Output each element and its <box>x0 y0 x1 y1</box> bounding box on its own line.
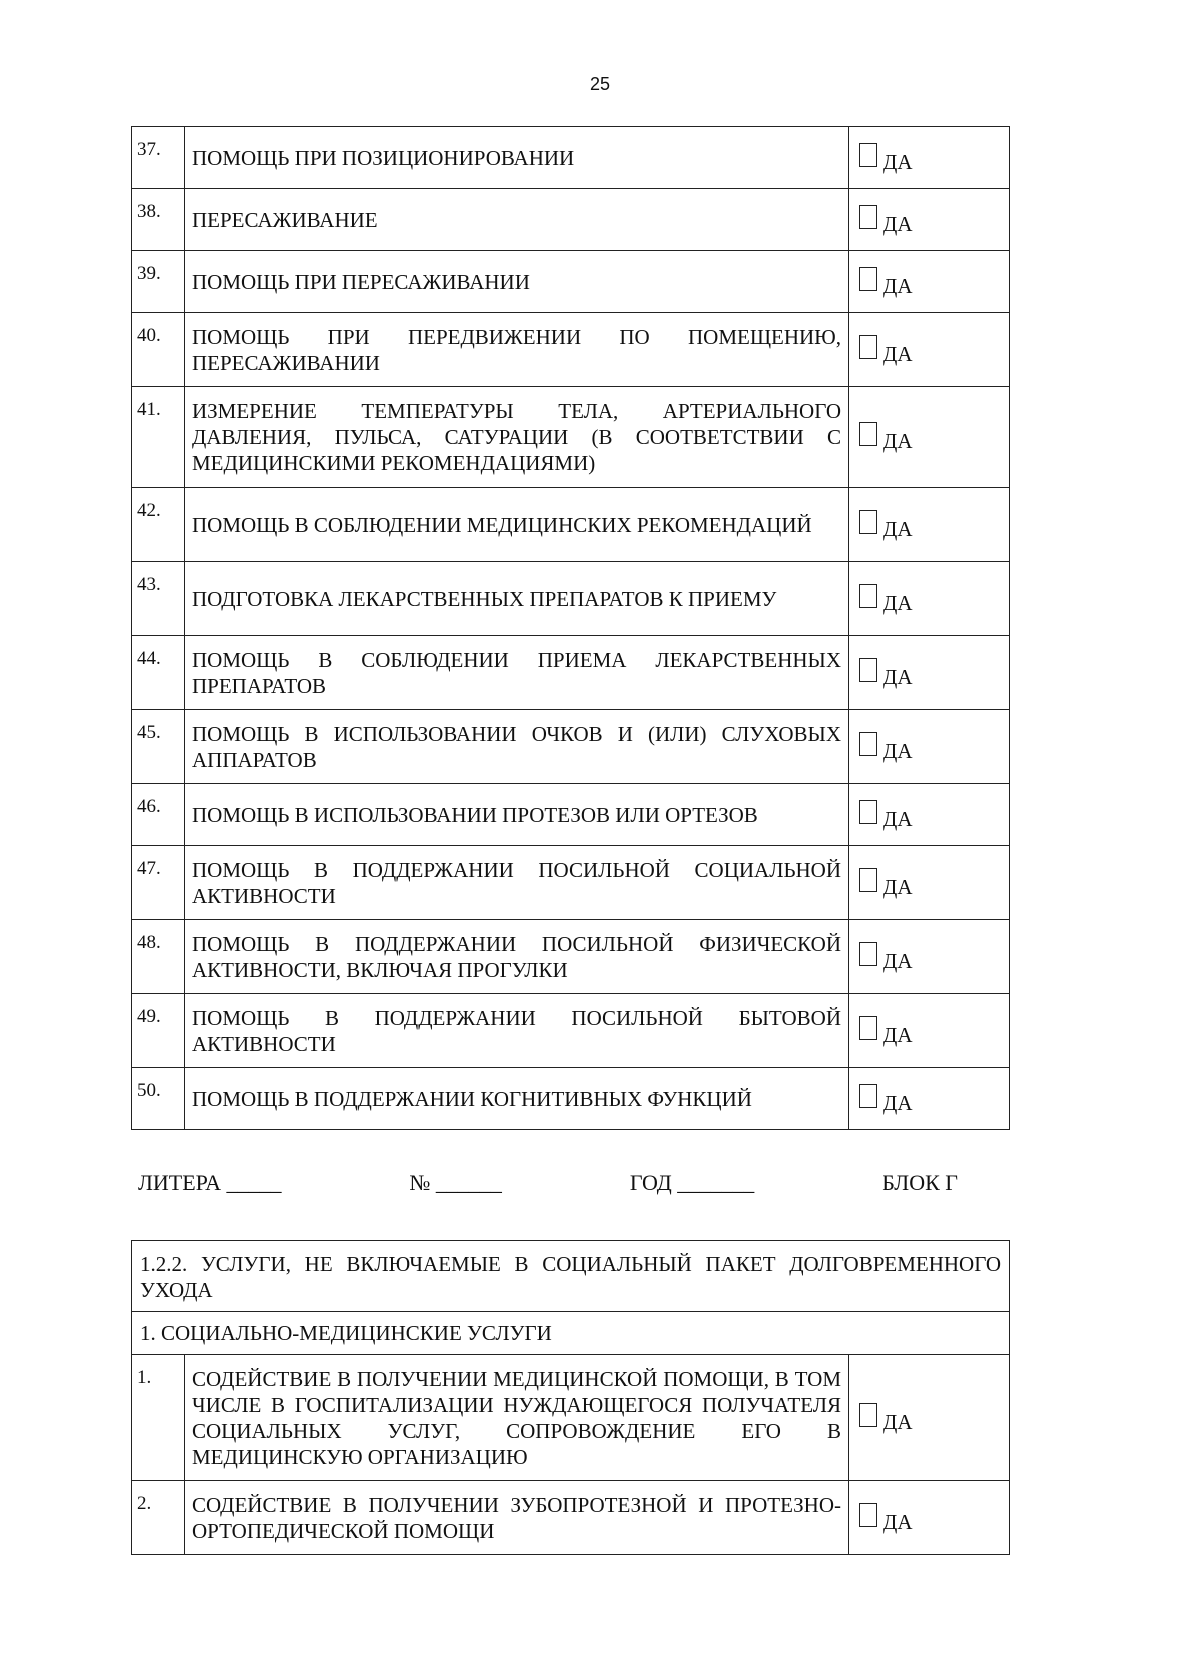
row-number: 37. <box>132 127 185 189</box>
yes-label: ДА <box>883 738 913 763</box>
table-row <box>132 636 1010 710</box>
row-number: 41. <box>132 387 185 488</box>
service-description: ПОМОЩЬ ПРИ ПОЗИЦИОНИРОВАНИИ <box>185 127 849 189</box>
yes-checkbox[interactable] <box>859 422 877 446</box>
service-description: ПОМОЩЬ В СОБЛЮДЕНИИ ПРИЕМА ЛЕКАРСТВЕННЫХ ПРЕПАРАТОВ <box>185 636 849 710</box>
table-row <box>132 846 1010 920</box>
yes-option <box>849 488 1010 562</box>
table-heading: 1.2.2. УСЛУГИ, НЕ ВКЛЮЧАЕМЫЕ В СОЦИАЛЬНЫЙ ПАКЕТ ДОЛГОВРЕМЕННОГО УХОДА <box>132 1241 1010 1312</box>
yes-label: ДА <box>883 1022 913 1047</box>
service-description: ПОМОЩЬ В ИСПОЛЬЗОВАНИИ ПРОТЕЗОВ ИЛИ ОРТЕЗОВ <box>185 784 849 846</box>
row-number: 39. <box>132 251 185 313</box>
table-row <box>132 189 1010 251</box>
yes-option <box>849 784 1010 846</box>
yes-option <box>849 1355 1010 1481</box>
table-row <box>132 994 1010 1068</box>
yes-checkbox[interactable] <box>859 1503 877 1527</box>
section-row <box>132 1312 1010 1355</box>
row-number: 44. <box>132 636 185 710</box>
yes-option <box>849 1068 1010 1130</box>
row-number: 2. <box>132 1481 185 1555</box>
yes-option <box>849 562 1010 636</box>
row-number: 46. <box>132 784 185 846</box>
yes-checkbox[interactable] <box>859 868 877 892</box>
table-row <box>132 127 1010 189</box>
litera-field[interactable]: ЛИТЕРА _____ <box>138 1170 282 1195</box>
table-header-row <box>132 1241 1010 1312</box>
block-label: БЛОК Г <box>882 1170 958 1195</box>
service-description: ПОМОЩЬ ПРИ ПЕРЕДВИЖЕНИИ ПО ПОМЕЩЕНИЮ, ПЕРЕСАЖИВАНИИ <box>185 313 849 387</box>
table-row <box>132 1355 1010 1481</box>
yes-checkbox[interactable] <box>859 800 877 824</box>
row-number: 43. <box>132 562 185 636</box>
yes-checkbox[interactable] <box>859 942 877 966</box>
yes-checkbox[interactable] <box>859 510 877 534</box>
row-number: 49. <box>132 994 185 1068</box>
yes-checkbox[interactable] <box>859 143 877 167</box>
service-description: ПОМОЩЬ В ПОДДЕРЖАНИИ ПОСИЛЬНОЙ ФИЗИЧЕСКОЙ АКТИВНОСТИ, ВКЛЮЧАЯ ПРОГУЛКИ <box>185 920 849 994</box>
row-number: 45. <box>132 710 185 784</box>
yes-label: ДА <box>883 664 913 689</box>
yes-label: ДА <box>883 341 913 366</box>
table-row <box>132 1481 1010 1555</box>
table-row <box>132 251 1010 313</box>
form-identification-line <box>138 1170 958 1196</box>
yes-option <box>849 251 1010 313</box>
additional-services-table <box>131 1240 1010 1555</box>
service-description: ПОМОЩЬ В СОБЛЮДЕНИИ МЕДИЦИНСКИХ РЕКОМЕНДАЦИЙ <box>185 488 849 562</box>
yes-option <box>849 189 1010 251</box>
row-number: 38. <box>132 189 185 251</box>
yes-checkbox[interactable] <box>859 1016 877 1040</box>
table-row <box>132 313 1010 387</box>
table-row <box>132 920 1010 994</box>
yes-checkbox[interactable] <box>859 267 877 291</box>
table-row <box>132 710 1010 784</box>
yes-checkbox[interactable] <box>859 335 877 359</box>
row-number: 50. <box>132 1068 185 1130</box>
yes-checkbox[interactable] <box>859 732 877 756</box>
yes-option <box>849 846 1010 920</box>
yes-option <box>849 387 1010 488</box>
service-description: СОДЕЙСТВИЕ В ПОЛУЧЕНИИ МЕДИЦИНСКОЙ ПОМОЩИ, В ТОМ ЧИСЛЕ В ГОСПИТАЛИЗАЦИИ НУЖДАЮЩЕГОСЯ ПОЛУЧАТЕЛЯ СОЦИАЛЬНЫХ УСЛУГ, СОПРОВОЖДЕНИЕ ЕГО В МЕДИЦИНСКУЮ ОРГАНИЗАЦИЮ <box>185 1355 849 1481</box>
yes-label: ДА <box>883 211 913 236</box>
yes-option <box>849 636 1010 710</box>
table-row <box>132 784 1010 846</box>
service-description: ПЕРЕСАЖИВАНИЕ <box>185 189 849 251</box>
table-row <box>132 387 1010 488</box>
row-number: 1. <box>132 1355 185 1481</box>
service-description: ПОМОЩЬ В ИСПОЛЬЗОВАНИИ ОЧКОВ И (ИЛИ) СЛУХОВЫХ АППАРАТОВ <box>185 710 849 784</box>
yes-label: ДА <box>883 1090 913 1115</box>
yes-label: ДА <box>883 590 913 615</box>
table-row <box>132 488 1010 562</box>
service-description: ПОМОЩЬ В ПОДДЕРЖАНИИ ПОСИЛЬНОЙ БЫТОВОЙ АКТИВНОСТИ <box>185 994 849 1068</box>
service-description: ИЗМЕРЕНИЕ ТЕМПЕРАТУРЫ ТЕЛА, АРТЕРИАЛЬНОГО ДАВЛЕНИЯ, ПУЛЬСА, САТУРАЦИИ (В СООТВЕТСТВИИ С МЕДИЦИНСКИМИ РЕКОМЕНДАЦИЯМИ) <box>185 387 849 488</box>
service-description: ПОМОЩЬ В ПОДДЕРЖАНИИ КОГНИТИВНЫХ ФУНКЦИЙ <box>185 1068 849 1130</box>
yes-option <box>849 313 1010 387</box>
service-description: ПОДГОТОВКА ЛЕКАРСТВЕННЫХ ПРЕПАРАТОВ К ПРИЕМУ <box>185 562 849 636</box>
yes-label: ДА <box>883 516 913 541</box>
table-row <box>132 562 1010 636</box>
row-number: 47. <box>132 846 185 920</box>
row-number: 48. <box>132 920 185 994</box>
care-services-table <box>131 126 1010 1130</box>
yes-checkbox[interactable] <box>859 584 877 608</box>
yes-label: ДА <box>883 806 913 831</box>
service-description: СОДЕЙСТВИЕ В ПОЛУЧЕНИИ ЗУБОПРОТЕЗНОЙ И ПРОТЕЗНО-ОРТОПЕДИЧЕСКОЙ ПОМОЩИ <box>185 1481 849 1555</box>
service-description: ПОМОЩЬ В ПОДДЕРЖАНИИ ПОСИЛЬНОЙ СОЦИАЛЬНОЙ АКТИВНОСТИ <box>185 846 849 920</box>
page-number: 25 <box>589 74 611 94</box>
yes-label: ДА <box>883 149 913 174</box>
service-description: ПОМОЩЬ ПРИ ПЕРЕСАЖИВАНИИ <box>185 251 849 313</box>
yes-checkbox[interactable] <box>859 1403 877 1427</box>
yes-label: ДА <box>883 1409 913 1434</box>
table-row <box>132 1068 1010 1130</box>
row-number: 40. <box>132 313 185 387</box>
yes-option <box>849 1481 1010 1555</box>
yes-option <box>849 920 1010 994</box>
yes-checkbox[interactable] <box>859 205 877 229</box>
yes-checkbox[interactable] <box>859 658 877 682</box>
number-field[interactable]: № ______ <box>409 1170 502 1195</box>
section-heading: 1. СОЦИАЛЬНО-МЕДИЦИНСКИЕ УСЛУГИ <box>132 1312 1010 1355</box>
yes-label: ДА <box>883 948 913 973</box>
yes-label: ДА <box>883 273 913 298</box>
yes-label: ДА <box>883 874 913 899</box>
yes-option <box>849 127 1010 189</box>
yes-option <box>849 994 1010 1068</box>
yes-label: ДА <box>883 429 913 453</box>
yes-label: ДА <box>883 1509 913 1534</box>
yes-checkbox[interactable] <box>859 1084 877 1108</box>
yes-option <box>849 710 1010 784</box>
year-field[interactable]: ГОД _______ <box>629 1170 755 1195</box>
row-number: 42. <box>132 488 185 562</box>
